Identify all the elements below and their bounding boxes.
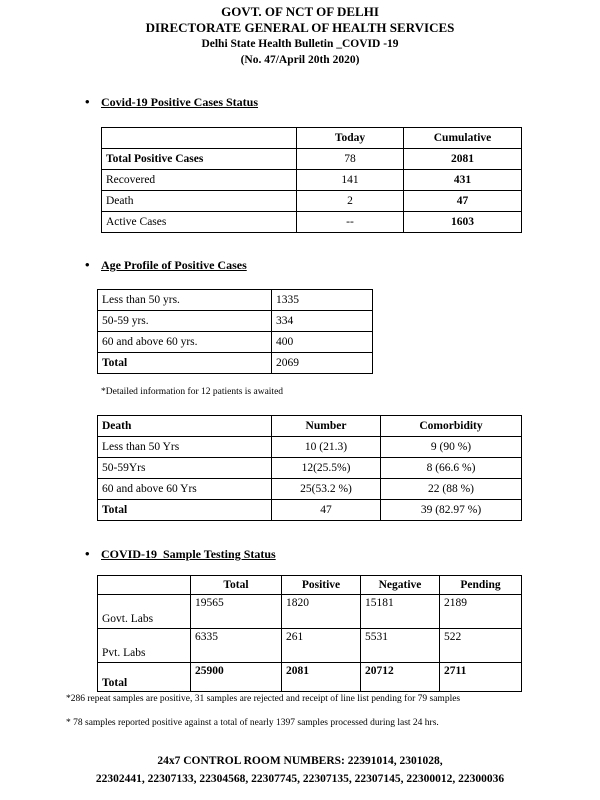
cell-value: 522 xyxy=(440,629,522,663)
death-table xyxy=(97,415,522,521)
bullet-icon: • xyxy=(85,94,90,109)
row-label: 60 and above 60 Yrs xyxy=(98,479,272,500)
cell-value: 1603 xyxy=(404,212,522,233)
table-row xyxy=(98,595,522,629)
row-label: 50-59 yrs. xyxy=(98,311,272,332)
header-cell: Number xyxy=(272,416,381,437)
bullet-icon: • xyxy=(85,546,90,561)
header-cell: Total xyxy=(191,576,282,595)
table-row xyxy=(98,500,522,521)
section-title: COVID-19 Sample Testing Status xyxy=(101,547,276,561)
table-row xyxy=(98,332,373,353)
cell-value: 12(25.5%) xyxy=(272,458,381,479)
cell-value: 1820 xyxy=(282,595,361,629)
table-row xyxy=(102,149,522,170)
row-label: Total xyxy=(98,663,191,692)
header-cell: Comorbidity xyxy=(381,416,522,437)
table-row xyxy=(98,353,373,374)
row-label: Total xyxy=(98,353,272,374)
table-row xyxy=(102,212,522,233)
header-cell: Positive xyxy=(282,576,361,595)
header-cell: Today xyxy=(297,128,404,149)
cell-value: 2189 xyxy=(440,595,522,629)
header-cell: Negative xyxy=(361,576,440,595)
row-label: Active Cases xyxy=(102,212,297,233)
section-title: Age Profile of Positive Cases xyxy=(101,258,247,272)
header-line-4: (No. 47/April 20th 2020) xyxy=(240,54,360,66)
header-cell: Pending xyxy=(440,576,522,595)
row-label: Death xyxy=(102,191,297,212)
row-label: Less than 50 yrs. xyxy=(98,290,272,311)
table-row xyxy=(98,479,522,500)
header-line-3: Delhi State Health Bulletin _COVID -19 xyxy=(201,38,399,50)
cell-value: 25(53.2 %) xyxy=(272,479,381,500)
row-label: Total xyxy=(98,500,272,521)
header-line-1: GOVT. OF NCT OF DELHI xyxy=(221,4,379,19)
bullet-icon: • xyxy=(85,257,90,272)
cell-value: 2081 xyxy=(404,149,522,170)
testing-note-2: * 78 samples reported positive against a total of nearly 1397 samples processed during last 24 hrs. xyxy=(66,718,439,728)
cell-value: 8 (66.6 %) xyxy=(381,458,522,479)
cell-value: 2711 xyxy=(440,663,522,692)
footer-line-2: 22302441, 22307133, 22304568, 22307745, 22307135, 22307145, 22300012, 22300036 xyxy=(95,773,505,785)
cell-value: 400 xyxy=(272,332,373,353)
row-label: Less than 50 Yrs xyxy=(98,437,272,458)
cell-value: 6335 xyxy=(191,629,282,663)
cell-value: 39 (82.97 %) xyxy=(381,500,522,521)
table-row xyxy=(98,311,373,332)
header-cell xyxy=(98,576,191,595)
cell-value: 2 xyxy=(297,191,404,212)
age-profile-table xyxy=(97,289,373,374)
table-row xyxy=(98,290,373,311)
row-label: Pvt. Labs xyxy=(98,629,191,663)
cell-value: 2081 xyxy=(282,663,361,692)
table-row xyxy=(102,191,522,212)
cell-value: 1335 xyxy=(272,290,373,311)
cell-value: 25900 xyxy=(191,663,282,692)
cell-value: 22 (88 %) xyxy=(381,479,522,500)
cell-value: 19565 xyxy=(191,595,282,629)
positive-cases-table xyxy=(101,127,522,233)
table-row xyxy=(98,629,522,663)
cell-value: 431 xyxy=(404,170,522,191)
row-label: 50-59Yrs xyxy=(98,458,272,479)
header-line-2: DIRECTORATE GENERAL OF HEALTH SERVICES xyxy=(145,20,455,35)
row-label: Govt. Labs xyxy=(98,595,191,629)
table-header-row xyxy=(98,416,522,437)
table-row xyxy=(98,663,522,692)
row-label: 60 and above 60 yrs. xyxy=(98,332,272,353)
header-cell: Cumulative xyxy=(404,128,522,149)
testing-table xyxy=(97,575,522,692)
section-title: Covid-19 Positive Cases Status xyxy=(101,95,259,109)
cell-value: 20712 xyxy=(361,663,440,692)
cell-value: 261 xyxy=(282,629,361,663)
testing-note-1: *286 repeat samples are positive, 31 samples are rejected and receipt of line list pending for 79 samples xyxy=(66,694,461,704)
cell-value: 47 xyxy=(272,500,381,521)
footer-line-1: 24x7 CONTROL ROOM NUMBERS: 22391014, 2301028, xyxy=(157,755,443,767)
age-note: *Detailed information for 12 patients is awaited xyxy=(101,387,284,397)
table-row xyxy=(102,170,522,191)
table-header-row xyxy=(98,576,522,595)
cell-value: 141 xyxy=(297,170,404,191)
cell-value: 15181 xyxy=(361,595,440,629)
header-cell xyxy=(102,128,297,149)
cell-value: 10 (21.3) xyxy=(272,437,381,458)
cell-value: 78 xyxy=(297,149,404,170)
row-label: Recovered xyxy=(102,170,297,191)
cell-value: 5531 xyxy=(361,629,440,663)
cell-value: -- xyxy=(297,212,404,233)
table-row xyxy=(98,458,522,479)
cell-value: 2069 xyxy=(272,353,373,374)
row-label: Total Positive Cases xyxy=(102,149,297,170)
header-cell: Death xyxy=(98,416,272,437)
cell-value: 9 (90 %) xyxy=(381,437,522,458)
table-header-row xyxy=(102,128,522,149)
table-row xyxy=(98,437,522,458)
cell-value: 47 xyxy=(404,191,522,212)
cell-value: 334 xyxy=(272,311,373,332)
